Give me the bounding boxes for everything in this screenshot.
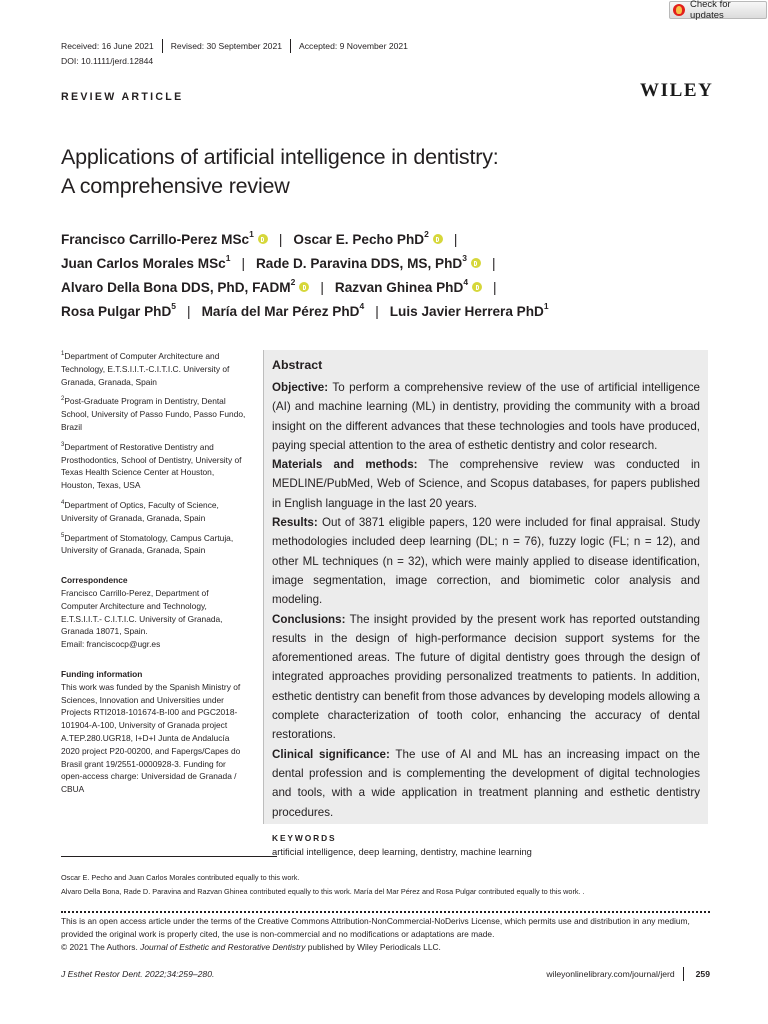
check-for-updates-button[interactable]	[669, 1, 767, 19]
crossmark-icon	[673, 4, 685, 16]
keywords-heading: KEYWORDS	[272, 832, 337, 843]
affiliation	[61, 499, 246, 525]
author-name: Juan Carlos Morales MSc	[61, 256, 226, 271]
author-affiliation-sup: 2	[424, 229, 429, 239]
abstract-heading: Abstract	[272, 358, 323, 372]
author-name: Francisco Carrillo-Perez MSc	[61, 232, 250, 247]
check-for-updates-label: Check for updates	[690, 0, 731, 21]
author-name: Oscar E. Pecho PhD	[293, 232, 425, 247]
affiliation-sup: 3	[61, 441, 65, 448]
section-label: Conclusions:	[272, 612, 346, 626]
affiliations-column	[61, 350, 246, 796]
article-title	[61, 143, 499, 201]
doi[interactable]: DOI: 10.1111/jerd.12844	[61, 56, 154, 66]
page-number: 259	[695, 969, 710, 979]
section-text: The use of AI and ML has an increasing impact on the dental profession and is complementing the development of digital technologies and tools, with a wide application in treatment planning and esthetic dentistry procedures.	[272, 747, 701, 819]
affiliation	[61, 441, 246, 492]
author-affiliation-sup: 4	[359, 301, 365, 311]
section-text: Out of 3871 eligible papers, 120 were included for final appraisal. Study methodologies included deep learning (DL; n = 76), fuzzy logic (FL; n = 12), and other ML techniques (n = 32), which were mainly applied to disease identification, image segmentation, image correction, and biomimetic color analysis and modeling.	[272, 516, 700, 607]
affiliation-text: Department of Stomatology, Campus Cartuja, University of Granada, Granada, Spain	[61, 532, 234, 556]
author-affiliation-sup: 2	[290, 277, 296, 287]
license-text	[61, 915, 711, 955]
footnotes	[61, 871, 585, 899]
author-separator: |	[278, 232, 283, 247]
orcid-icon[interactable]	[299, 282, 309, 292]
correspondence-heading: Correspondence	[61, 575, 128, 586]
affiliation-sup: 1	[61, 351, 65, 357]
author-name: Rade D. Paravina DDS, MS, PhD	[255, 256, 463, 271]
author-affiliation-sup: 5	[171, 301, 177, 311]
section-label: Materials and methods:	[272, 458, 418, 472]
funding-heading: Funding information	[61, 668, 143, 679]
section-label: Clinical significance:	[272, 747, 390, 761]
title-line-2: A comprehensive review	[61, 174, 290, 198]
abstract-methods	[272, 455, 700, 513]
author-line	[61, 300, 549, 324]
abstract-objective	[272, 378, 700, 455]
keywords-list: artificial intelligence, deep learning, dentistry, machine learning	[272, 845, 532, 857]
author-separator: |	[491, 256, 496, 271]
funding-section	[61, 668, 246, 796]
author-separator: |	[493, 280, 497, 295]
abstract-conclusions	[272, 610, 700, 745]
footnote: Oscar E. Pecho and Juan Carlos Morales contributed equally to this work.	[61, 873, 300, 882]
affiliation-sup: 2	[61, 396, 65, 403]
author-name: Rosa Pulgar PhD	[61, 304, 172, 319]
orcid-icon[interactable]	[471, 258, 481, 268]
divider	[683, 967, 684, 981]
author-name: Alvaro Della Bona DDS, PhD, FADM	[61, 280, 291, 295]
author-affiliation-sup: 3	[462, 253, 467, 263]
copyright-suffix: published by Wiley Periodicals LLC.	[305, 942, 441, 953]
section-text: To perform a comprehensive review of the use of artificial intelligence (AI) and machine learning (ML) in dentistry, providing the community with a broad insight on the different advances that these technologies and tools have produced, paying special attention to the area of esthetic dentistry and color research.	[272, 381, 700, 452]
affiliation-sup: 5	[61, 532, 65, 539]
accepted-date: Accepted: 9 November 2021	[299, 41, 408, 51]
orcid-icon[interactable]	[472, 282, 482, 292]
journal-name: Journal of Esthetic and Restorative Dentistry	[140, 942, 306, 953]
revised-date: Revised: 30 September 2021	[170, 41, 283, 51]
author-line	[61, 228, 549, 252]
affiliation-text: Department of Computer Architecture and Technology, E.T.S.I.I.T.-C.I.T.I.C. University of Granada, Granada, Spain	[61, 351, 230, 387]
author-name: Luis Javier Herrera PhD	[389, 304, 544, 319]
author-affiliation-sup: 1	[225, 253, 231, 263]
copyright-line	[61, 941, 711, 954]
author-separator: |	[320, 280, 324, 295]
author-name: Razvan Ghinea PhD	[334, 280, 464, 295]
abstract-box	[263, 350, 708, 857]
author-name: María del Mar Pérez PhD	[201, 304, 360, 319]
footnote-rule	[61, 856, 277, 857]
correspondence-section	[61, 574, 246, 651]
funding-text: This work was funded by the Spanish Ministry of Sciences, Innovation and Universities under Projects RTI2018-101674-B-I00 and PGC2018-101904-A-100, University of Granada project A.TEP.280.UGR18, I+D+I Junta de Andalucía 2020 project P20-00200, and Fapergs/Capes do Brasil grant 19/2551-0000928-3. Funding for open-access charge: Universidad de Granada / CBUA	[61, 681, 241, 795]
author-affiliation-sup: 1	[249, 229, 254, 239]
license-line: This is an open access article under the terms of the Creative Commons Attribution-NonCommercial-NoDerivs License, which permits use and distribution in any medium, provided the original work is properly cited, the use is non-commercial and no modifications or adaptations are made.	[61, 916, 690, 940]
section-text: The insight provided by the present work has reported outstanding results in the design of high-performance decision support systems for the aforementioned areas. The future of digital dentistry goes through the design of integrated approaches providing personalized treatments to patients. In addition, esthetic dentistry can benefit from those advances by developing models allowing a complete characterization of tooth color, enhancing the accuracy of dental restorations.	[272, 612, 700, 742]
author-line	[61, 276, 549, 300]
abstract-clinical-significance	[272, 745, 700, 822]
author-separator: |	[187, 304, 191, 319]
orcid-icon[interactable]	[258, 234, 268, 244]
correspondence-email[interactable]: Email: franciscocp@ugr.es	[61, 639, 161, 650]
author-separator: |	[453, 232, 458, 247]
license-divider	[61, 911, 710, 913]
title-line-1: Applications of artificial intelligence in dentistry:	[61, 145, 499, 169]
affiliation	[61, 350, 246, 388]
affiliation-text: Department of Restorative Dentistry and Prosthodontics, School of Dentistry, University of Texas Health Science Center at Houston, Houston, Texas, USA	[61, 441, 242, 491]
journal-citation: J Esthet Restor Dent. 2022;34:259–280.	[61, 969, 215, 979]
author-line	[61, 252, 549, 276]
author-affiliation-sup: 1	[543, 301, 549, 311]
author-list	[61, 228, 549, 324]
affiliation-sup: 4	[61, 499, 65, 506]
footnote: Alvaro Della Bona, Rade D. Paravina and Razvan Ghinea contributed equally to this work. María del Mar Pérez and Rosa Pulgar contributed equally to this work. .	[61, 887, 585, 896]
section-label: Results:	[272, 516, 318, 530]
author-affiliation-sup: 4	[463, 277, 469, 287]
article-dates	[61, 39, 416, 53]
orcid-icon[interactable]	[433, 234, 443, 244]
abstract-results	[272, 513, 700, 609]
page-footer	[61, 967, 710, 981]
affiliation-text: Post-Graduate Program in Dentistry, Dental School, University of Passo Fundo, Passo Fundo, Brazil	[61, 396, 246, 432]
author-separator: |	[241, 256, 245, 271]
author-separator: |	[375, 304, 379, 319]
publisher-logo: WILEY	[640, 80, 714, 101]
affiliation-text: Department of Optics, Faculty of Science, University of Granada, Granada, Spain	[61, 499, 219, 523]
copyright-prefix: © 2021 The Authors.	[61, 942, 141, 953]
correspondence-text: Francisco Carrillo-Perez, Department of Computer Architecture and Technology, E.T.S.I.I.T.- C.I.T.I.C. University of Granada, Granada 18071, Spain.	[61, 587, 223, 637]
journal-url[interactable]: wileyonlinelibrary.com/journal/jerd	[546, 969, 675, 979]
affiliation	[61, 395, 246, 433]
received-date: Received: 16 June 2021	[61, 41, 154, 51]
section-label: Objective:	[272, 381, 329, 394]
affiliation	[61, 532, 246, 558]
article-type: REVIEW ARTICLE	[61, 91, 184, 103]
section-text: The comprehensive review was conducted in MEDLINE/PubMed, Web of Science, and Scopus databases, for papers published in English language in the last 20 years.	[272, 458, 700, 510]
